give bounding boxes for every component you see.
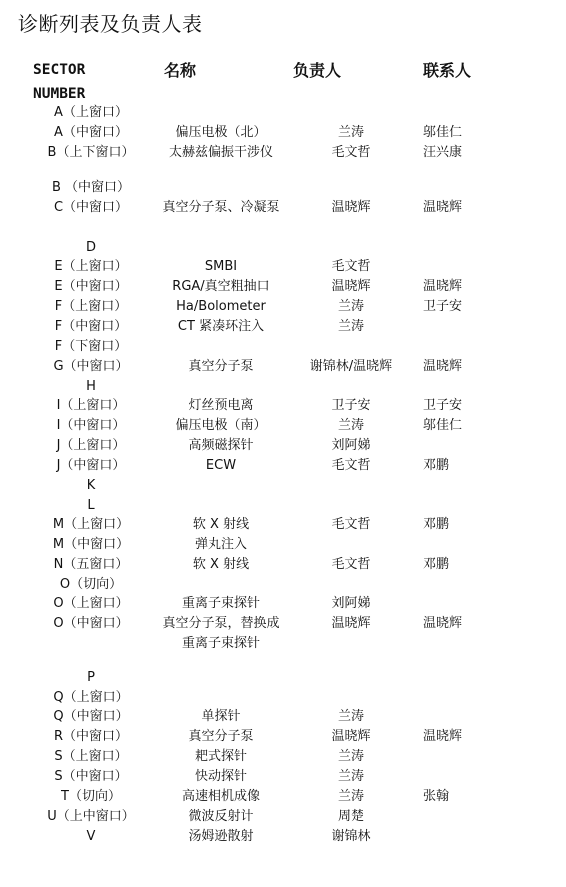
cell-name: 重离子束探针 — [181, 596, 260, 611]
cell-sector: O（中窗口） — [53, 616, 129, 631]
cell-sector: T（切向） — [61, 789, 121, 804]
cell-sector: D — [85, 240, 96, 255]
cell-name: 单探针 — [201, 709, 241, 724]
cell-owner: 兰涛 — [337, 749, 364, 764]
cell-name: 灯丝预电离 — [188, 398, 254, 413]
cell-owner: 兰涛 — [337, 125, 364, 140]
cell-owner: 卫子安 — [331, 398, 371, 413]
cell-sector: E（上窗口） — [54, 259, 128, 274]
cell-sector: V — [86, 829, 96, 844]
cell-name: 高速相机成像 — [181, 789, 260, 804]
cell-sector: M（上窗口） — [52, 517, 130, 532]
cell-sector: K — [86, 478, 96, 493]
cell-owner: 温晓辉 — [331, 279, 371, 294]
cell-sector: G（中窗口） — [53, 359, 129, 374]
header-name: 名称 — [164, 61, 197, 80]
cell-owner: 毛文哲 — [331, 458, 371, 473]
cell-name: 真空分子泵，替换成重离子束探针 — [162, 616, 280, 651]
cell-owner: 周楚 — [337, 809, 364, 824]
cell-contact: 温晓辉 — [423, 359, 463, 374]
cell-sector: A（上窗口） — [54, 105, 128, 120]
cell-sector: H — [86, 379, 96, 394]
cell-sector: P — [87, 670, 95, 685]
cell-owner: 兰涛 — [337, 709, 364, 724]
cell-owner: 兰涛 — [337, 769, 364, 784]
cell-sector: M（中窗口） — [52, 537, 130, 552]
cell-sector: B（上下窗口） — [47, 145, 135, 160]
cell-sector: F（上窗口） — [54, 299, 128, 314]
cell-name: 弹丸注入 — [194, 537, 247, 552]
cell-owner: 毛文哲 — [331, 557, 371, 572]
cell-contact: 邬佳仁 — [423, 418, 463, 433]
cell-name: 耙式探针 — [194, 749, 247, 764]
cell-sector: I（中窗口） — [56, 418, 126, 433]
cell-owner: 兰涛 — [337, 299, 364, 314]
cell-name: 真空分子泵 — [188, 729, 254, 744]
cell-owner: 兰涛 — [337, 418, 364, 433]
cell-name: 偏压电极（北） — [175, 125, 267, 140]
cell-name: 真空分子泵 — [188, 359, 254, 374]
cell-contact: 邬佳仁 — [423, 125, 463, 140]
cell-contact: 邓鹏 — [423, 517, 450, 532]
cell-name: 真空分子泵、冷凝泵 — [162, 200, 280, 215]
cell-contact: 温晓辉 — [423, 200, 463, 215]
cell-sector: R（中窗口） — [53, 729, 129, 744]
page-title: 诊断列表及负责人表 — [18, 12, 203, 36]
cell-name: 高频磁探针 — [188, 438, 254, 453]
cell-owner: 温晓辉 — [331, 729, 371, 744]
cell-sector: E（中窗口） — [54, 279, 128, 294]
cell-sector: C（中窗口） — [53, 200, 129, 215]
cell-name: 汤姆逊散射 — [188, 829, 254, 844]
cell-contact: 温晓辉 — [423, 729, 463, 744]
cell-contact: 邓鹏 — [423, 557, 450, 572]
cell-sector: Q（上窗口） — [53, 690, 129, 705]
cell-name: RGA/真空粗抽口 — [172, 279, 270, 294]
cell-name: 软 X 射线 — [192, 517, 250, 532]
cell-sector: L — [87, 498, 95, 513]
cell-sector: F（中窗口） — [54, 319, 128, 334]
cell-owner: 毛文哲 — [331, 259, 371, 274]
cell-owner: 兰涛 — [337, 319, 364, 334]
cell-owner: 谢锦林 — [331, 829, 371, 844]
cell-name: 快动探针 — [194, 769, 247, 784]
cell-contact: 卫子安 — [423, 299, 463, 314]
cell-sector: S（中窗口） — [54, 769, 128, 784]
cell-sector: O（切向） — [59, 577, 123, 592]
header-contact: 联系人 — [423, 61, 472, 80]
cell-contact: 卫子安 — [423, 398, 463, 413]
cell-sector: J（上窗口） — [56, 438, 126, 453]
cell-sector: S（上窗口） — [54, 749, 128, 764]
cell-sector: A（中窗口） — [54, 125, 128, 140]
cell-owner: 温晓辉 — [331, 616, 371, 631]
cell-name: CT 紧凑环注入 — [177, 319, 265, 334]
cell-name: ECW — [205, 458, 237, 473]
cell-sector: U（上中窗口） — [47, 809, 135, 824]
cell-contact: 汪兴康 — [423, 145, 463, 160]
cell-contact: 邓鹏 — [423, 458, 450, 473]
cell-owner: 温晓辉 — [331, 200, 371, 215]
cell-contact: 张翰 — [423, 789, 450, 804]
cell-owner: 刘阿娣 — [331, 438, 371, 453]
cell-name: Ha/Bolometer — [176, 299, 266, 314]
header-owner: 负责人 — [293, 61, 342, 80]
cell-sector: Q（中窗口） — [53, 709, 129, 724]
cell-owner: 兰涛 — [337, 789, 364, 804]
cell-name: 软 X 射线 — [192, 557, 250, 572]
cell-contact: 温晓辉 — [423, 279, 463, 294]
cell-sector: O（上窗口） — [53, 596, 129, 611]
cell-contact: 温晓辉 — [423, 616, 463, 631]
cell-owner: 毛文哲 — [331, 145, 371, 160]
cell-sector: B （中窗口） — [51, 180, 131, 195]
cell-name: SMBI — [204, 259, 238, 274]
cell-sector: N（五窗口） — [53, 557, 129, 572]
cell-owner: 谢锦林/温晓辉 — [309, 359, 393, 374]
cell-sector: I（上窗口） — [56, 398, 126, 413]
cell-name: 太赫兹偏振干涉仪 — [168, 145, 273, 160]
cell-name: 偏压电极（南） — [175, 418, 267, 433]
header-sector: SECTOR NUMBER — [33, 62, 86, 102]
cell-sector: F（下窗口） — [54, 339, 128, 354]
cell-owner: 毛文哲 — [331, 517, 371, 532]
cell-sector: J（中窗口） — [56, 458, 126, 473]
cell-owner: 刘阿娣 — [331, 596, 371, 611]
cell-name: 微波反射计 — [188, 809, 254, 824]
